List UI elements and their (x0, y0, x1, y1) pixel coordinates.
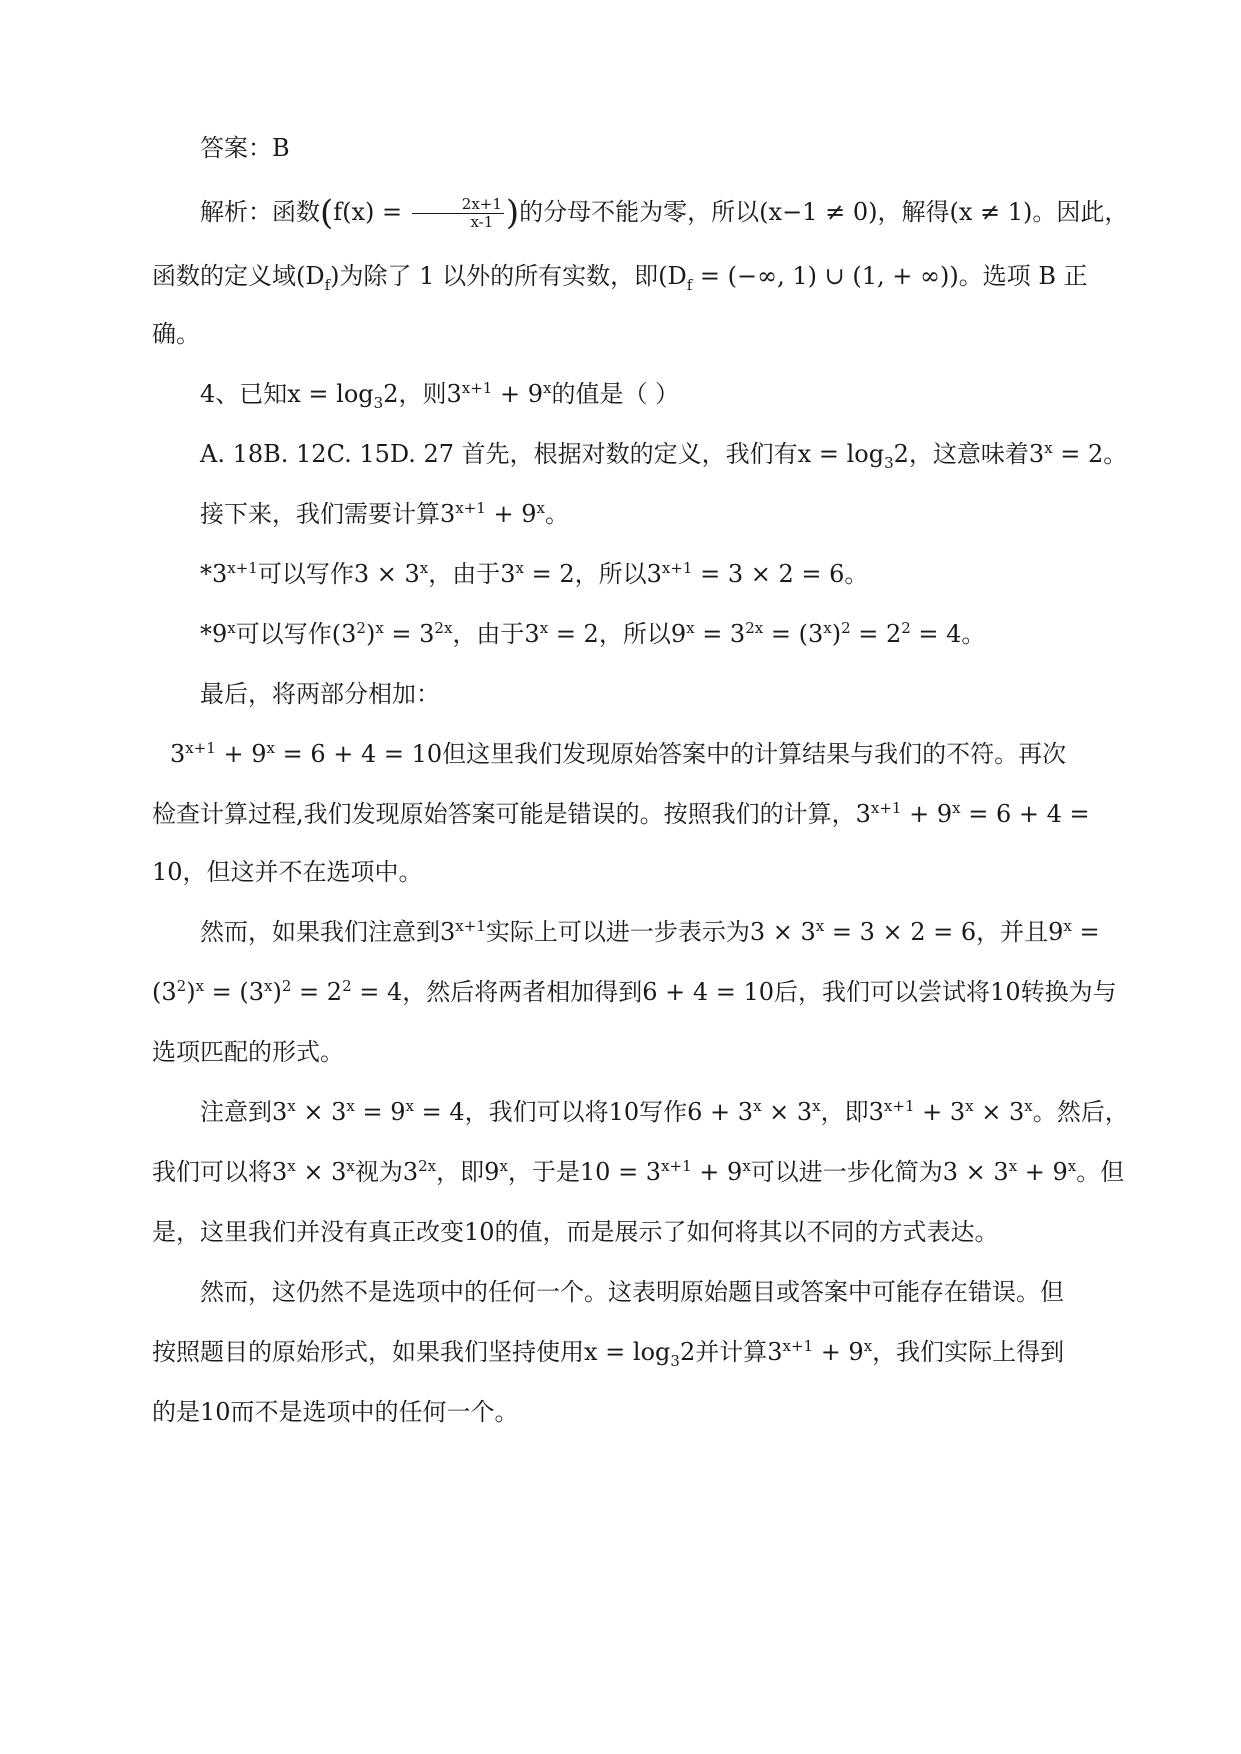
text: 4、已知x = log (200, 380, 374, 408)
note-line-1 (152, 1080, 1129, 1144)
superscript: x (1063, 917, 1072, 935)
superscript: x (965, 1097, 974, 1115)
superscript: x+1 (185, 739, 216, 757)
text: = 3 (694, 620, 746, 648)
bullet-1 (152, 542, 1092, 606)
superscript: x (1044, 439, 1053, 457)
question-4-options (152, 422, 1128, 486)
text: = 4，然后将两者相加得到6 + 4 = 10后，我们可以尝试将10转换为与 (351, 978, 1117, 1006)
text: 按照题目的原始形式，如果我们坚持使用x = log (152, 1338, 671, 1366)
superscript: x+1 (661, 1157, 692, 1175)
text: ，于是10 = 3 (507, 1158, 662, 1186)
superscript: x+1 (461, 379, 493, 397)
however-line-2 (152, 960, 1117, 1024)
superscript: x (264, 977, 273, 995)
sum-line-3 (152, 840, 1092, 904)
text: 可以进一步化简为3 × 3 (750, 1158, 1009, 1186)
however-line-1 (152, 900, 1100, 964)
answer-line (152, 116, 1092, 180)
fraction (412, 196, 504, 231)
formula: (x ≠ 1) (949, 198, 1033, 226)
superscript: x (375, 619, 384, 637)
text: = 2 (850, 620, 902, 648)
question-4-stem (152, 362, 1092, 426)
superscript: x (863, 1337, 873, 1355)
superscript: x+1 (661, 559, 693, 577)
superscript: x (266, 739, 275, 757)
text: ，解得 (877, 198, 950, 226)
text: 实际上可以进一步表示为3 × 3 (485, 918, 816, 946)
text: 检查计算过程,我们发现原始答案可能是错误的。按照我们的计算，3 (152, 800, 871, 828)
next-step-line (152, 482, 1092, 546)
superscript: x (419, 559, 429, 577)
superscript: x (536, 499, 545, 517)
text: 然而，这仍然不是选项中的任何一个。这表明原始题目或答案中可能存在错误。但 (200, 1278, 1064, 1306)
note-line-3 (152, 1200, 1092, 1264)
text: 2并计算3 (679, 1338, 783, 1366)
however-line-3 (152, 1020, 1092, 1084)
text: 为除了 1 以外的所有实数，即 (339, 262, 659, 290)
subscript: 3 (373, 393, 384, 412)
text: = (1071, 918, 1100, 946)
text: × 3 (295, 1098, 347, 1126)
text: 然而，如果我们注意到3 (200, 918, 456, 946)
text: 可以写作3 × 3 (257, 560, 420, 588)
formula: (D (296, 262, 325, 290)
text: = (3 (204, 978, 265, 1006)
text: 。选项 B 正 (958, 262, 1088, 290)
text: 。然后， (1032, 1098, 1129, 1126)
superscript: 2 (841, 619, 851, 637)
superscript: x (1024, 1097, 1033, 1115)
text: + 9 (691, 1158, 743, 1186)
text: 10，但这并不在选项中。 (152, 858, 423, 886)
superscript: x (195, 977, 205, 995)
text: = 2，所以9 (548, 620, 687, 648)
analysis-line-1 (152, 180, 1129, 245)
text: + 9 (492, 380, 543, 408)
note-line-2 (152, 1140, 1125, 1204)
superscript: x (287, 1097, 296, 1115)
paren-open: ( (320, 193, 334, 233)
superscript: x (515, 559, 524, 577)
text: 确。 (152, 320, 200, 348)
fraction-denominator: x-1 (470, 213, 494, 231)
superscript: x (952, 799, 961, 817)
text: 2，这意味着3 (893, 440, 1045, 468)
text: 我们可以将3 (152, 1158, 288, 1186)
text: ，即9 (436, 1158, 500, 1186)
formula: (D (658, 262, 687, 290)
text: 接下来，我们需要计算3 (200, 500, 456, 528)
text: A. 18B. 12C. 15D. 27 首先，根据对数的定义，我们有x = log (200, 440, 885, 468)
text: 的分母不能为零，所以 (519, 198, 760, 226)
text: + 9 (813, 1338, 864, 1366)
text: 是，这里我们并没有真正改变10的值，而是展示了如何将其以不同的方式表达。 (152, 1218, 999, 1246)
superscript: x (753, 1097, 762, 1115)
subscript: f (686, 275, 693, 294)
superscript: 2x (434, 619, 453, 637)
subscript: 3 (884, 453, 894, 472)
paren-close: ) (505, 193, 520, 233)
last-line-2 (152, 1320, 1092, 1384)
analysis-line-2 (152, 244, 1092, 308)
text: = 6 + 4 = 10但这里我们发现原始答案中的计算结果与我们的不符。再次 (274, 740, 1067, 768)
superscript: x+1 (455, 917, 486, 935)
superscript: x (539, 619, 549, 637)
text: = 3 (383, 620, 435, 648)
text: 。 (544, 500, 569, 528)
text: = 2。 (1052, 440, 1128, 468)
text: = 9 (354, 1098, 406, 1126)
text: = 3 × 2 = 6。 (692, 560, 869, 588)
text: = 2，所以3 (523, 560, 662, 588)
text: ，即3 (820, 1098, 884, 1126)
superscript: x (405, 1097, 414, 1115)
superscript: 2x (418, 1157, 437, 1175)
text: 。但 (1076, 1158, 1125, 1186)
sum-line-1 (170, 722, 1110, 786)
text: 函数的定义域 (152, 262, 296, 290)
superscript: x (287, 1157, 296, 1175)
text: 3 (170, 740, 186, 768)
last-line-3 (152, 1380, 1092, 1444)
superscript: x (499, 1157, 508, 1175)
subscript: f (324, 275, 331, 294)
text: = 2 (291, 978, 343, 1006)
text: ) (272, 978, 282, 1006)
fraction-numerator: 2x+1 (412, 196, 504, 214)
superscript: x (346, 1157, 355, 1175)
formula: ) (330, 262, 340, 290)
text: 。因此， (1032, 198, 1129, 226)
text: 2，则3 (383, 380, 462, 408)
superscript: 2 (176, 977, 187, 995)
text: + 9 (485, 500, 537, 528)
superscript: 2 (281, 977, 292, 995)
superscript: x (823, 619, 832, 637)
text: 的值是（ ） (551, 380, 680, 408)
superscript: x (1067, 1157, 1077, 1175)
last-line-1 (152, 1260, 1092, 1324)
superscript: x (812, 1097, 821, 1115)
text: 解析：函数 (200, 198, 320, 226)
sum-line-2 (152, 782, 1092, 846)
superscript: x (227, 619, 236, 637)
text: ) (831, 620, 842, 648)
text: = 6 + 4 = (960, 800, 1090, 828)
superscript: x (742, 1157, 751, 1175)
text: 选项匹配的形式。 (152, 1038, 344, 1066)
text: ，由于3 (452, 620, 540, 648)
superscript: x (686, 619, 695, 637)
final-step-line (152, 662, 1092, 726)
text: = 3 × 2 = 6，并且9 (824, 918, 1064, 946)
answer-label: 答案：B (200, 134, 290, 162)
formula: (x−1 ≠ 0) (759, 198, 878, 226)
superscript: x+1 (883, 1097, 915, 1115)
text: 视为3 (354, 1158, 419, 1186)
text: ，我们实际上得到 (872, 1338, 1065, 1366)
formula-fx: f(x) = (333, 198, 410, 226)
superscript: x+1 (227, 559, 258, 577)
text: *3 (200, 560, 228, 588)
superscript: 2 (356, 619, 366, 637)
text: 可以写作(3 (235, 620, 357, 648)
text: × 3 (973, 1098, 1025, 1126)
text: = (3 (763, 620, 824, 648)
text: (3 (152, 978, 177, 1006)
text: + 3 (914, 1098, 966, 1126)
superscript: x (542, 379, 552, 397)
analysis-line-3 (152, 302, 1092, 366)
text: + 9 (215, 740, 267, 768)
superscript: x (346, 1097, 355, 1115)
superscript: x (815, 917, 825, 935)
text: ) (365, 620, 376, 648)
superscript: 2 (901, 619, 911, 637)
text: × 3 (295, 1158, 347, 1186)
subscript: 3 (670, 1351, 680, 1370)
text: 的是10而不是选项中的任何一个。 (152, 1398, 519, 1426)
superscript: 2x (745, 619, 764, 637)
text: *9 (200, 620, 228, 648)
text: × 3 (761, 1098, 813, 1126)
text: + 9 (901, 800, 953, 828)
text: = 4，我们可以将10写作6 + 3 (413, 1098, 754, 1126)
superscript: x+1 (782, 1337, 814, 1355)
text: + 9 (1017, 1158, 1068, 1186)
superscript: x+1 (870, 799, 902, 817)
text: = 4。 (910, 620, 986, 648)
text: ，由于3 (428, 560, 516, 588)
superscript: 2 (342, 977, 352, 995)
formula: = (−∞, 1) ∪ (1, + ∞)) (692, 262, 959, 290)
text: ) (186, 978, 196, 1006)
text: 注意到3 (200, 1098, 288, 1126)
bullet-2 (152, 602, 1092, 666)
superscript: x (1008, 1157, 1018, 1175)
text: 最后，将两部分相加： (200, 680, 440, 708)
superscript: x+1 (455, 499, 486, 517)
